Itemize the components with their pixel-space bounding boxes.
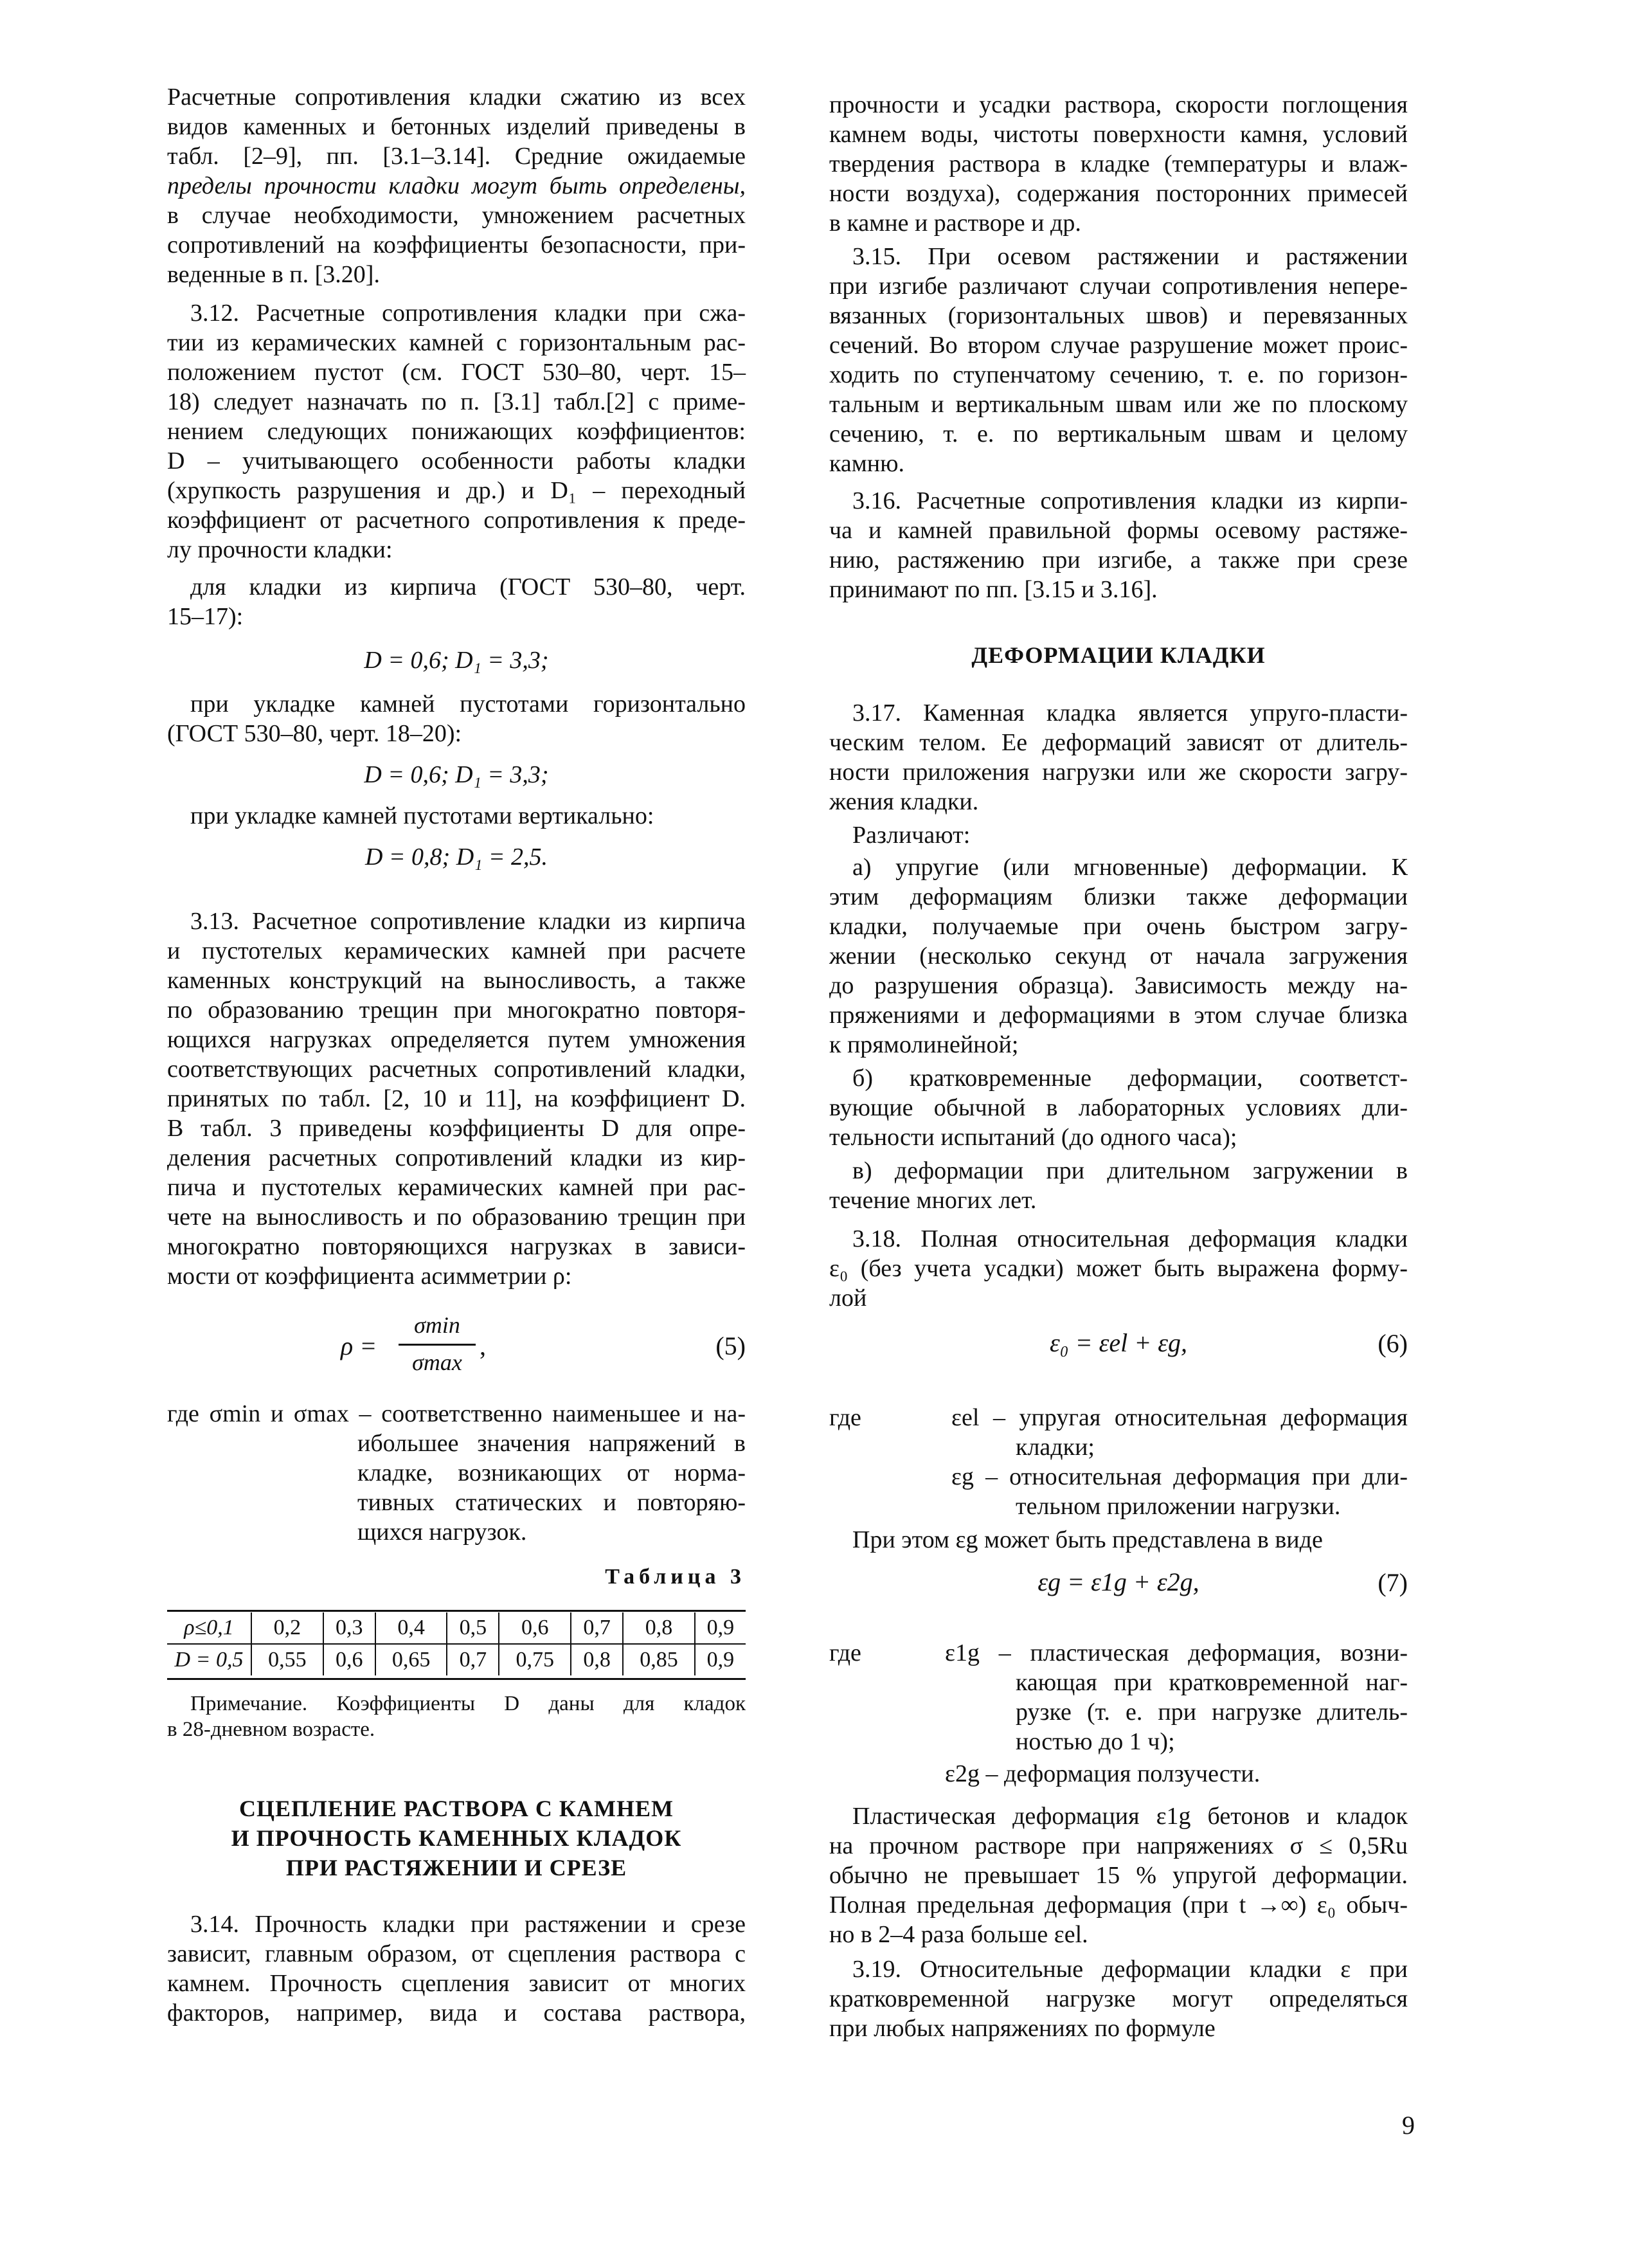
text-line: Пластическая деформация ε1g бетонов и кладок bbox=[852, 1803, 1408, 1830]
text-line: вующие обычной в лабораторных условиях дли- bbox=[829, 1094, 1408, 1121]
text-line: лой bbox=[829, 1285, 867, 1312]
table-cell: 0,7 bbox=[447, 1644, 499, 1675]
text-line: тивных статических и повторяю- bbox=[357, 1489, 746, 1516]
where-label: где bbox=[829, 1404, 861, 1431]
text-line: пределы прочности кладки могут быть определены, bbox=[167, 172, 746, 199]
table-cell: 0,8 bbox=[571, 1644, 623, 1675]
text-line: в) деформации при длительном загружении в bbox=[852, 1157, 1408, 1184]
table-3 bbox=[167, 1612, 746, 1675]
text-line: ностью до 1 ч); bbox=[1016, 1728, 1175, 1755]
text-line: табл. [2–9], пп. [3.1–3.14]. Средние ожидаемые bbox=[167, 143, 746, 170]
text-line: по образованию трещин при многократно повторя- bbox=[167, 997, 746, 1024]
table-cell: 0,4 bbox=[375, 1612, 447, 1644]
text-line: 3.16. Расчетные сопротивления кладки из кирпи- bbox=[852, 487, 1408, 514]
text-line: а) упругие (или мгновенные) деформации. К bbox=[852, 854, 1408, 881]
equation-number: (6) bbox=[1378, 1329, 1408, 1358]
text-line: Различают: bbox=[852, 822, 971, 849]
text-line: 3.15. При осевом растяжении и растяжении bbox=[852, 243, 1408, 270]
text-line: кладке, возникающих от норма- bbox=[357, 1459, 746, 1486]
table-top-rule bbox=[167, 1610, 746, 1612]
text-line: сечению, т. е. по вертикальным швам и целому bbox=[829, 420, 1408, 447]
text-line: факторов, например, вида и состава раствора, bbox=[167, 1999, 746, 2026]
equation-7: εg = ε1g + ε2g, bbox=[1037, 1567, 1199, 1596]
table-cell: D = 0,5 bbox=[174, 1648, 244, 1672]
table-row bbox=[167, 1612, 746, 1644]
text-line: пича и пустотелых керамических камней при рас- bbox=[167, 1174, 746, 1201]
text-line: (хрупкость разрушения и др.) и D₁ – переходный bbox=[167, 477, 746, 504]
eq5-lhs: ρ = bbox=[341, 1331, 377, 1360]
table-cell: 0,7 bbox=[571, 1612, 623, 1644]
table-note: в 28-дневном возрасте. bbox=[167, 1718, 375, 1741]
equation-number: (7) bbox=[1378, 1568, 1408, 1597]
section-heading: ДЕФОРМАЦИИ КЛАДКИ bbox=[971, 642, 1266, 668]
eq5-comma: , bbox=[480, 1331, 486, 1360]
text-line: 15–17): bbox=[167, 603, 244, 630]
table-cell: 0,85 bbox=[623, 1644, 695, 1675]
text-line: D – учитывающего особенности работы кладки bbox=[167, 447, 746, 474]
text-line: пряжениями и деформациями в этом случае близка bbox=[829, 1002, 1408, 1029]
text-line: εg – относительная деформация при дли- bbox=[951, 1463, 1408, 1490]
text-line: кладки; bbox=[1016, 1434, 1095, 1461]
text-line: тии из керамических камней с горизонтальным рас- bbox=[167, 329, 746, 356]
text-line: тельности испытаний (до одного часа); bbox=[829, 1124, 1237, 1151]
equation-6: ε₀ = εel + εg, bbox=[1049, 1328, 1188, 1357]
text-line: В табл. 3 приведены коэффициенты D для опре- bbox=[167, 1115, 746, 1142]
table-cell: 0,6 bbox=[323, 1644, 375, 1675]
text-line: лу прочности кладки: bbox=[167, 536, 393, 563]
text-line: к прямолинейной; bbox=[829, 1031, 1019, 1058]
text-line: ности воздуха), содержания посторонних примесей bbox=[829, 180, 1408, 207]
text-line: для кладки из кирпича (ГОСТ 530–80, черт. bbox=[190, 573, 746, 600]
table-title: Таблица 3 bbox=[605, 1565, 746, 1589]
text-line: вязанных (горизонтальных швов) и перевязанных bbox=[829, 302, 1408, 329]
text-line: ε1g – пластическая деформация, возни- bbox=[945, 1639, 1408, 1666]
text-line: многократно повторяющихся нагрузках в зависи- bbox=[167, 1233, 746, 1260]
text-line: ибольшее значения напряжений в bbox=[357, 1430, 746, 1457]
text-line: (ГОСТ 530–80, черт. 18–20): bbox=[167, 720, 462, 747]
text-line: соответствующих расчетных сопротивлений кладки, bbox=[167, 1056, 746, 1083]
table-cell: 0,65 bbox=[375, 1644, 447, 1675]
text-line: камнем воды, чистоты поверхности камня, условий bbox=[829, 121, 1408, 148]
text-line: 3.19. Относительные деформации кладки ε при bbox=[852, 1956, 1408, 1983]
text-line: 3.13. Расчетное сопротивление кладки из кирпича bbox=[190, 908, 746, 935]
text-line: При этом εg может быть представлена в виде bbox=[852, 1526, 1323, 1553]
text-line: при укладке камней пустотами вертикально: bbox=[190, 802, 654, 829]
text-line: зависит, главным образом, от сцепления раствора с bbox=[167, 1940, 746, 1967]
text-line: камню. bbox=[829, 450, 905, 477]
text-line: камнем. Прочность сцепления зависит от многих bbox=[167, 1970, 746, 1997]
text-line: при укладке камней пустотами горизонтально bbox=[190, 690, 746, 717]
section-heading: ПРИ РАСТЯЖЕНИИ И СРЕЗЕ bbox=[285, 1855, 627, 1881]
text-line: обычно не превышает 15 % упругой деформации. bbox=[829, 1862, 1408, 1889]
section-heading: СЦЕПЛЕНИЕ РАСТВОРА С КАМНЕМ bbox=[239, 1796, 674, 1821]
table-cell: 0,3 bbox=[323, 1612, 375, 1644]
text-line: ча и камней правильной формы осевому растяже- bbox=[829, 517, 1408, 544]
eq5-numerator: σmin bbox=[414, 1312, 460, 1338]
where-label: где bbox=[829, 1639, 861, 1666]
page-number: 9 bbox=[1402, 2111, 1415, 2140]
text-line: сечений. Во втором случае разрушение может проис- bbox=[829, 332, 1408, 359]
section-heading: И ПРОЧНОСТЬ КАМЕННЫХ КЛАДОК bbox=[231, 1825, 682, 1851]
text-line: нию, растяжению при изгибе, а также при срезе bbox=[829, 546, 1408, 573]
text-line: ности приложения нагрузки или же скорости загру- bbox=[829, 759, 1408, 786]
table-cell: 0,55 bbox=[251, 1644, 323, 1675]
formula: D = 0,6; D₁ = 3,3; bbox=[364, 647, 549, 674]
text-line: принятых по табл. [2, 10 и 11], на коэффициент D. bbox=[167, 1085, 746, 1112]
text-line: кладки, получаемые при очень быстром загру- bbox=[829, 913, 1408, 940]
text-line: тальным и вертикальным швам или же по плоскому bbox=[829, 391, 1408, 418]
text-line: сопротивлений на коэффициенты безопасности, при- bbox=[167, 231, 746, 258]
text-line: принимают по пп. [3.15 и 3.16]. bbox=[829, 576, 1158, 603]
table-cell: 0,5 bbox=[447, 1612, 499, 1644]
formula: D = 0,8; D₁ = 2,5. bbox=[364, 844, 548, 871]
text-line: 18) следует назначать по п. [3.1] табл.[2] с приме- bbox=[167, 388, 746, 415]
text-line: этим деформациям близки также деформации bbox=[829, 883, 1408, 910]
text-line: деления расчетных сопротивлений кладки из кир- bbox=[167, 1144, 746, 1171]
text-line: мости от коэффициента асимметрии ρ: bbox=[167, 1263, 572, 1290]
text-line: ходить по ступенчатому сечению, т. е. по горизон- bbox=[829, 361, 1408, 388]
text-line: кратковременной нагрузке могут определяться bbox=[829, 1985, 1408, 2012]
text-line: на прочном растворе при напряжениях σ ≤ 0,5Ru bbox=[829, 1832, 1408, 1859]
table-bottom-rule bbox=[167, 1678, 746, 1680]
text-line: б) кратковременные деформации, соответст- bbox=[852, 1065, 1408, 1092]
text-line: веденные в п. [3.20]. bbox=[167, 261, 380, 288]
text-line: ческим телом. Ее деформаций зависят от длитель- bbox=[829, 729, 1408, 756]
text-line: εel – упругая относительная деформация bbox=[951, 1404, 1408, 1431]
equation-5 bbox=[167, 1312, 746, 1382]
text-line: при изгибе различают случаи сопротивления непере- bbox=[829, 273, 1408, 300]
table-cell: 0,75 bbox=[499, 1644, 571, 1675]
text-line: и пустотелых керамических камней при расчете bbox=[167, 937, 746, 964]
text-line: твердения раствора в кладке (температуры и влаж- bbox=[829, 150, 1408, 177]
table-cell: 0,8 bbox=[623, 1612, 695, 1644]
text-line: Полная предельная деформация (при t →∞) ε₀ обыч- bbox=[829, 1891, 1408, 1918]
text-line: до разрушения образца). Зависимость между на- bbox=[829, 972, 1408, 999]
text-line: тельном приложении нагрузки. bbox=[1016, 1493, 1341, 1520]
table-row bbox=[167, 1644, 746, 1675]
text-line: положением пустот (см. ГОСТ 530–80, черт. 15– bbox=[167, 359, 746, 386]
text-line: 3.18. Полная относительная деформация кладки bbox=[852, 1225, 1408, 1252]
text-line: в случае необходимости, умножением расчетных bbox=[167, 202, 746, 229]
text-line: в камне и растворе и др. bbox=[829, 210, 1081, 237]
text-line: ε2g – деформация ползучести. bbox=[945, 1760, 1261, 1787]
text-line: 3.14. Прочность кладки при растяжении и срезе bbox=[190, 1911, 746, 1938]
text-line: щихся нагрузок. bbox=[357, 1519, 527, 1546]
text-line: но в 2–4 раза больше εel. bbox=[829, 1921, 1088, 1948]
table-cell: 0,6 bbox=[499, 1612, 571, 1644]
text-line: течение многих лет. bbox=[829, 1187, 1037, 1214]
table-cell: 0,2 bbox=[251, 1612, 323, 1644]
text-line: видов каменных и бетонных изделий приведены в bbox=[167, 113, 746, 140]
fraction-bar bbox=[399, 1344, 476, 1346]
table-note: Примечание. Коэффициенты D даны для кладок bbox=[190, 1692, 746, 1715]
formula: D = 0,6; D₁ = 3,3; bbox=[364, 761, 549, 788]
table-cell: 0,9 bbox=[695, 1644, 746, 1675]
text-line: Расчетные сопротивления кладки сжатию из всех bbox=[167, 84, 746, 111]
eq5-denominator: σmax bbox=[412, 1349, 462, 1375]
text-line: нением следующих понижающих коэффициентов: bbox=[167, 418, 746, 445]
text-line: жении (несколько секунд от начала загружения bbox=[829, 943, 1408, 970]
text-line: при любых напряжениях по формуле bbox=[829, 2015, 1216, 2042]
text-line: коэффициент от расчетного сопротивления к преде- bbox=[167, 507, 746, 534]
text-line: 3.17. Каменная кладка является упруго-пласти- bbox=[852, 699, 1408, 726]
text-line: чете на выносливость и по образованию трещин при bbox=[167, 1204, 746, 1231]
table-cell: ρ≤0,1 bbox=[167, 1612, 251, 1644]
text-line: прочности и усадки раствора, скорости поглощения bbox=[829, 91, 1408, 118]
text-line: ющихся нагрузках определяется путем умножения bbox=[167, 1026, 746, 1053]
text-line: кающая при кратковременной наг- bbox=[1016, 1669, 1408, 1696]
text-line: где σmin и σmax – соответственно наименьшее и на- bbox=[167, 1400, 746, 1427]
text-line: 3.12. Расчетные сопротивления кладки при сжа- bbox=[190, 300, 746, 327]
text-line: рузке (т. е. при нагрузке длитель- bbox=[1016, 1699, 1408, 1726]
table-cell: 0,9 bbox=[695, 1612, 746, 1644]
text-line: каменных конструкций на выносливость, а также bbox=[167, 967, 746, 994]
text-line: ε₀ (без учета усадки) может быть выражена форму- bbox=[829, 1255, 1408, 1282]
text-line: жения кладки. bbox=[829, 788, 979, 815]
equation-number: (5) bbox=[715, 1331, 746, 1360]
